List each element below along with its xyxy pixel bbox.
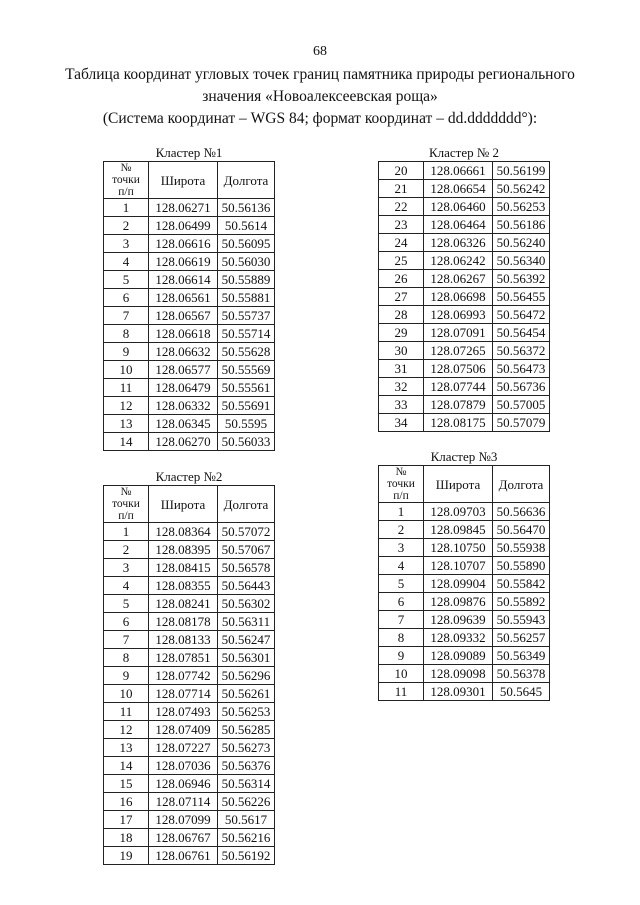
table-row [104, 793, 275, 811]
cell-longitude: 50.56311 [218, 613, 275, 631]
cell-longitude: 50.56033 [218, 433, 275, 451]
cell-point-number: 12 [104, 721, 149, 739]
header-longitude: Долгота [493, 466, 550, 503]
cell-latitude: 128.06326 [424, 234, 493, 252]
cell-longitude: 50.55889 [218, 271, 275, 289]
cell-latitude: 128.08364 [149, 523, 218, 541]
cell-longitude: 50.56314 [218, 775, 275, 793]
cell-latitude: 128.06577 [149, 361, 218, 379]
cell-point-number: 23 [379, 216, 424, 234]
cell-longitude: 50.57079 [493, 414, 550, 432]
table-header-row [379, 466, 550, 503]
cell-point-number: 3 [379, 539, 424, 557]
cell-point-number: 26 [379, 270, 424, 288]
table-row [104, 667, 275, 685]
cell-latitude: 128.06567 [149, 307, 218, 325]
cell-longitude: 50.56192 [218, 847, 275, 865]
cell-latitude: 128.06946 [149, 775, 218, 793]
table-row [379, 342, 550, 360]
cell-latitude: 128.09301 [424, 683, 493, 701]
cell-longitude: 50.56392 [493, 270, 550, 288]
cell-latitude: 128.06632 [149, 343, 218, 361]
cell-longitude: 50.56296 [218, 667, 275, 685]
cell-point-number: 4 [104, 253, 149, 271]
cell-longitude: 50.56470 [493, 521, 550, 539]
cell-latitude: 128.07114 [149, 793, 218, 811]
cell-point-number: 14 [104, 757, 149, 775]
cell-latitude: 128.06460 [424, 198, 493, 216]
cell-longitude: 50.55691 [218, 397, 275, 415]
cell-longitude: 50.56443 [218, 577, 275, 595]
table-row [379, 611, 550, 629]
table-row [104, 541, 275, 559]
cell-latitude: 128.06270 [149, 433, 218, 451]
cell-latitude: 128.07091 [424, 324, 493, 342]
cell-latitude: 128.06616 [149, 235, 218, 253]
cell-latitude: 128.10707 [424, 557, 493, 575]
cell-latitude: 128.09876 [424, 593, 493, 611]
table-row [104, 847, 275, 865]
cell-longitude: 50.5617 [218, 811, 275, 829]
cell-latitude: 128.06618 [149, 325, 218, 343]
header-point-number: № точки п/п [104, 486, 149, 523]
cell-longitude: 50.56285 [218, 721, 275, 739]
cell-point-number: 11 [104, 703, 149, 721]
table-row [379, 503, 550, 521]
cell-longitude: 50.56261 [218, 685, 275, 703]
cell-latitude: 128.09332 [424, 629, 493, 647]
cell-latitude: 128.07409 [149, 721, 218, 739]
cluster1-rows [104, 199, 275, 451]
table-row [104, 559, 275, 577]
table-row [104, 271, 275, 289]
cell-longitude: 50.56473 [493, 360, 550, 378]
table-row [104, 721, 275, 739]
cell-point-number: 3 [104, 235, 149, 253]
cell-point-number: 1 [379, 503, 424, 521]
cell-latitude: 128.06698 [424, 288, 493, 306]
table-row [104, 775, 275, 793]
cluster1-caption: Кластер №1 [155, 145, 223, 160]
table-row [104, 829, 275, 847]
cell-point-number: 21 [379, 180, 424, 198]
cell-latitude: 128.09904 [424, 575, 493, 593]
cell-point-number: 33 [379, 396, 424, 414]
cell-longitude: 50.56186 [493, 216, 550, 234]
cell-point-number: 4 [104, 577, 149, 595]
cell-longitude: 50.55569 [218, 361, 275, 379]
cell-longitude: 50.56216 [218, 829, 275, 847]
table-row [104, 289, 275, 307]
cell-latitude: 128.07714 [149, 685, 218, 703]
cell-longitude: 50.55938 [493, 539, 550, 557]
cell-point-number: 6 [104, 613, 149, 631]
cell-longitude: 50.56636 [493, 503, 550, 521]
cell-point-number: 30 [379, 342, 424, 360]
cell-point-number: 16 [104, 793, 149, 811]
table-header-row [104, 486, 275, 523]
table-row [379, 557, 550, 575]
cell-point-number: 6 [379, 593, 424, 611]
cell-point-number: 3 [104, 559, 149, 577]
table-row [379, 288, 550, 306]
cluster1-block [103, 144, 275, 451]
cell-longitude: 50.56301 [218, 649, 275, 667]
cell-latitude: 128.09639 [424, 611, 493, 629]
cell-latitude: 128.07879 [424, 396, 493, 414]
cell-point-number: 20 [379, 162, 424, 180]
cell-point-number: 27 [379, 288, 424, 306]
table-row [104, 325, 275, 343]
cell-point-number: 11 [379, 683, 424, 701]
cell-longitude: 50.56253 [493, 198, 550, 216]
cell-latitude: 128.08241 [149, 595, 218, 613]
cell-longitude: 50.55943 [493, 611, 550, 629]
cell-latitude: 128.06332 [149, 397, 218, 415]
cell-latitude: 128.07036 [149, 757, 218, 775]
cell-point-number: 9 [104, 343, 149, 361]
cell-point-number: 7 [379, 611, 424, 629]
cell-longitude: 50.56242 [493, 180, 550, 198]
cell-point-number: 22 [379, 198, 424, 216]
table-row [379, 521, 550, 539]
cell-point-number: 10 [379, 665, 424, 683]
cluster3-table [378, 465, 550, 701]
cell-latitude: 128.08415 [149, 559, 218, 577]
table-row [379, 162, 550, 180]
cell-point-number: 13 [104, 415, 149, 433]
cell-longitude: 50.55737 [218, 307, 275, 325]
cell-latitude: 128.07265 [424, 342, 493, 360]
cell-point-number: 31 [379, 360, 424, 378]
cell-longitude: 50.5595 [218, 415, 275, 433]
cell-latitude: 128.06345 [149, 415, 218, 433]
table-row [379, 414, 550, 432]
cluster2-b-table [378, 161, 550, 432]
table-row [379, 306, 550, 324]
cell-longitude: 50.56199 [493, 162, 550, 180]
cell-point-number: 5 [104, 271, 149, 289]
cell-longitude: 50.55892 [493, 593, 550, 611]
cluster2-a-block [103, 468, 275, 865]
table-row [379, 575, 550, 593]
cell-longitude: 50.55842 [493, 575, 550, 593]
cell-point-number: 19 [104, 847, 149, 865]
table-row [104, 415, 275, 433]
table-row [104, 433, 275, 451]
cell-latitude: 128.06271 [149, 199, 218, 217]
cell-longitude: 50.5614 [218, 217, 275, 235]
table-row [104, 703, 275, 721]
table-row [104, 613, 275, 631]
cell-longitude: 50.56455 [493, 288, 550, 306]
cell-point-number: 12 [104, 397, 149, 415]
cluster2-b-block [378, 144, 550, 432]
cell-latitude: 128.06479 [149, 379, 218, 397]
cell-longitude: 50.56257 [493, 629, 550, 647]
cell-point-number: 2 [104, 217, 149, 235]
table-row [104, 307, 275, 325]
document-title [40, 64, 600, 130]
cell-longitude: 50.56247 [218, 631, 275, 649]
table-row [104, 199, 275, 217]
cell-longitude: 50.56340 [493, 252, 550, 270]
cell-latitude: 128.07742 [149, 667, 218, 685]
cell-latitude: 128.09089 [424, 647, 493, 665]
page-number: 68 [313, 44, 327, 59]
table-row [379, 665, 550, 683]
cell-point-number: 10 [104, 685, 149, 703]
table-row [104, 757, 275, 775]
cluster2-b-rows [379, 162, 550, 432]
title-line-1: Таблица координат угловых точек границ памятника природы регионального [65, 66, 575, 83]
table-row [379, 378, 550, 396]
cell-longitude: 50.56376 [218, 757, 275, 775]
cell-point-number: 2 [104, 541, 149, 559]
cell-latitude: 128.08395 [149, 541, 218, 559]
cluster3-block [378, 448, 550, 701]
cell-point-number: 14 [104, 433, 149, 451]
table-row [379, 234, 550, 252]
table-header-row [104, 162, 275, 199]
cell-latitude: 128.06499 [149, 217, 218, 235]
table-row [379, 539, 550, 557]
cell-point-number: 5 [104, 595, 149, 613]
table-row [104, 631, 275, 649]
cell-longitude: 50.57005 [493, 396, 550, 414]
table-row [104, 397, 275, 415]
cell-latitude: 128.06654 [424, 180, 493, 198]
table-row [104, 739, 275, 757]
cluster2-a-table [103, 485, 275, 865]
cell-point-number: 1 [104, 199, 149, 217]
cell-point-number: 29 [379, 324, 424, 342]
cluster2-a-caption: Кластер №2 [155, 469, 223, 484]
cell-latitude: 128.06661 [424, 162, 493, 180]
table-row [379, 647, 550, 665]
title-line-2: значения «Новоалексеевская роща» [202, 88, 438, 105]
cell-longitude: 50.57067 [218, 541, 275, 559]
cell-latitude: 128.06464 [424, 216, 493, 234]
cell-point-number: 2 [379, 521, 424, 539]
cell-point-number: 8 [104, 325, 149, 343]
cell-point-number: 7 [104, 307, 149, 325]
cell-point-number: 4 [379, 557, 424, 575]
header-latitude: Широта [149, 486, 218, 523]
cell-longitude: 50.56454 [493, 324, 550, 342]
cell-point-number: 25 [379, 252, 424, 270]
cell-latitude: 128.06614 [149, 271, 218, 289]
cluster3-rows [379, 503, 550, 701]
cell-longitude: 50.56226 [218, 793, 275, 811]
cell-longitude: 50.56136 [218, 199, 275, 217]
header-longitude: Долгота [218, 486, 275, 523]
cell-point-number: 1 [104, 523, 149, 541]
table-row [104, 685, 275, 703]
table-row [104, 811, 275, 829]
table-row [379, 270, 550, 288]
cell-longitude: 50.56378 [493, 665, 550, 683]
table-row [379, 198, 550, 216]
table-row [379, 360, 550, 378]
table-row [379, 252, 550, 270]
cell-longitude: 50.56736 [493, 378, 550, 396]
cell-latitude: 128.07506 [424, 360, 493, 378]
header-latitude: Широта [149, 162, 218, 199]
table-row [104, 379, 275, 397]
cell-longitude: 50.55881 [218, 289, 275, 307]
cell-longitude: 50.55628 [218, 343, 275, 361]
cell-point-number: 9 [379, 647, 424, 665]
cell-latitude: 128.10750 [424, 539, 493, 557]
cell-longitude: 50.56095 [218, 235, 275, 253]
cluster2-a-rows [104, 523, 275, 865]
header-point-number: № точки п/п [379, 466, 424, 503]
cell-longitude: 50.56240 [493, 234, 550, 252]
cell-latitude: 128.06993 [424, 306, 493, 324]
cell-longitude: 50.56372 [493, 342, 550, 360]
cell-longitude: 50.57072 [218, 523, 275, 541]
cell-longitude: 50.56349 [493, 647, 550, 665]
table-row [104, 253, 275, 271]
cell-latitude: 128.06242 [424, 252, 493, 270]
table-row [379, 324, 550, 342]
table-row [104, 523, 275, 541]
cell-latitude: 128.07851 [149, 649, 218, 667]
table-row [104, 235, 275, 253]
cell-point-number: 9 [104, 667, 149, 685]
cell-longitude: 50.55890 [493, 557, 550, 575]
cell-longitude: 50.55561 [218, 379, 275, 397]
cell-latitude: 128.06619 [149, 253, 218, 271]
cell-point-number: 8 [379, 629, 424, 647]
cell-point-number: 5 [379, 575, 424, 593]
table-row [379, 180, 550, 198]
cell-point-number: 15 [104, 775, 149, 793]
cluster3-caption: Кластер №3 [430, 449, 498, 464]
cell-longitude: 50.56253 [218, 703, 275, 721]
table-row [104, 577, 275, 595]
cell-latitude: 128.08178 [149, 613, 218, 631]
cluster1-table [103, 161, 275, 451]
cell-point-number: 32 [379, 378, 424, 396]
table-row [104, 217, 275, 235]
cell-latitude: 128.08133 [149, 631, 218, 649]
cell-latitude: 128.09703 [424, 503, 493, 521]
header-point-number: № точки п/п [104, 162, 149, 199]
table-row [104, 595, 275, 613]
cell-point-number: 18 [104, 829, 149, 847]
cell-latitude: 128.08355 [149, 577, 218, 595]
cell-point-number: 7 [104, 631, 149, 649]
header-latitude: Широта [424, 466, 493, 503]
cell-point-number: 13 [104, 739, 149, 757]
cell-longitude: 50.55714 [218, 325, 275, 343]
cell-point-number: 34 [379, 414, 424, 432]
cell-latitude: 128.08175 [424, 414, 493, 432]
table-row [379, 593, 550, 611]
cell-latitude: 128.07099 [149, 811, 218, 829]
cell-point-number: 8 [104, 649, 149, 667]
cell-latitude: 128.06761 [149, 847, 218, 865]
cell-longitude: 50.56472 [493, 306, 550, 324]
cluster2-b-caption: Кластер № 2 [428, 145, 500, 160]
cell-point-number: 10 [104, 361, 149, 379]
cell-latitude: 128.07744 [424, 378, 493, 396]
table-row [379, 396, 550, 414]
cell-longitude: 50.5645 [493, 683, 550, 701]
cell-latitude: 128.07493 [149, 703, 218, 721]
cell-point-number: 24 [379, 234, 424, 252]
cell-longitude: 50.56030 [218, 253, 275, 271]
cell-point-number: 28 [379, 306, 424, 324]
cell-point-number: 17 [104, 811, 149, 829]
table-row [104, 649, 275, 667]
cell-latitude: 128.06267 [424, 270, 493, 288]
title-line-3: (Система координат – WGS 84; формат координат – dd.ddddddd°): [102, 110, 538, 127]
table-row [379, 629, 550, 647]
header-longitude: Долгота [218, 162, 275, 199]
cell-latitude: 128.06767 [149, 829, 218, 847]
cell-point-number: 6 [104, 289, 149, 307]
table-row [104, 343, 275, 361]
cell-point-number: 11 [104, 379, 149, 397]
cell-latitude: 128.07227 [149, 739, 218, 757]
cell-longitude: 50.56302 [218, 595, 275, 613]
cell-latitude: 128.09098 [424, 665, 493, 683]
table-row [379, 683, 550, 701]
cell-latitude: 128.06561 [149, 289, 218, 307]
table-row [379, 216, 550, 234]
cell-latitude: 128.09845 [424, 521, 493, 539]
cell-longitude: 50.56273 [218, 739, 275, 757]
cell-longitude: 50.56578 [218, 559, 275, 577]
table-row [104, 361, 275, 379]
